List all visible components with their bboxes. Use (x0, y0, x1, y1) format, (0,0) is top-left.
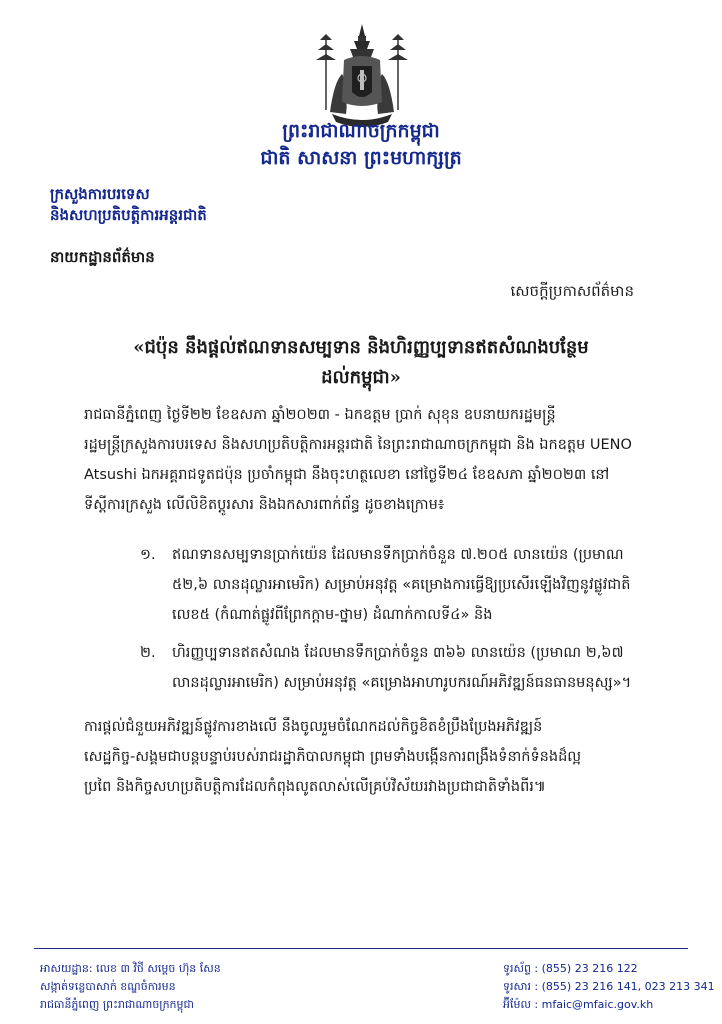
intro-line-1: រាជធានីភ្នំពេញ ថ្ងៃទី២២ ខែឧសភា ឆ្នាំ២០២៣ - ឯកឧត្តម ប្រាក់ សុខុន ឧបនាយករដ្ឋមន្ត្រី (84, 407, 556, 423)
list-item-1-line-1: ឥណទានសម្បទានប្រាក់យ៉េន ដែលមានទឹកប្រាក់ចំនួន ៧.២០៥ លានយ៉េន (ប្រមាណ (172, 547, 624, 563)
footer-address-line-1: អាសយដ្ឋាន: លេខ ៣ វិថី សម្តេច ហ៊ុន សែន (40, 962, 221, 975)
press-release-title-line2: ដល់កម្ពុជា» (321, 367, 401, 388)
intro-line-4: ទីស្តីការក្រសួង លើលិខិតប្តូរសារ និងឯកសារពាក់ព័ន្ធ ដូចខាងក្រោម៖ (84, 497, 445, 513)
press-release-title-line1: «ជប៉ុន នឹងផ្តល់ឥណទានសម្បទាន និងហិរញ្ញប្បទានឥតសំណងបន្ថែម (133, 337, 589, 358)
closing-line-1: ការផ្តល់ជំនួយអភិវឌ្ឍន៍ផ្លូវការខាងលើ នឹងចូលរួមចំណែកដល់កិច្ចខិតខំប្រឹងប្រែងអភិវឌ្ឍន៍ (84, 719, 543, 735)
kingdom-name: ព្រះរាជាណាចក្រកម្ពុជា (282, 120, 440, 142)
ministry-name-line2: និងសហប្រតិបត្តិការអន្តរជាតិ (50, 206, 207, 224)
document-type: សេចក្តីប្រកាសព័ត៌មាន (510, 282, 634, 300)
royal-emblem-icon (316, 22, 408, 130)
footer-address-line-3: រាជធានីភ្នំពេញ ព្រះរាជាណាចក្រកម្ពុជា (40, 998, 194, 1011)
list-item-2-line-2: លានដុល្លារអាមេរិក) សម្រាប់អនុវត្ត «គម្រោងអាហារូបករណ៍អភិវឌ្ឍន៍ធនធានមនុស្ស»។ (172, 675, 632, 691)
footer-phone: ទូរស័ព្ទ : (855) 23 216 122 (503, 962, 638, 975)
list-item-1-number: ១. (140, 547, 156, 563)
footer-address-line-2: សង្កាត់ទន្លេបាសាក់ ខណ្ឌចំការមន (40, 980, 176, 993)
ministry-name-line1: ក្រសួងការបរទេស (50, 185, 150, 203)
national-motto: ជាតិ សាសនា ព្រះមហាក្សត្រ (260, 147, 462, 169)
department-name: នាយកដ្ឋានព័ត៌មាន (50, 248, 155, 266)
closing-line-3: ប្រពៃ និងកិច្ចសហប្រតិបត្តិការដែលកំពុងលូតលាស់លើគ្រប់វិស័យរវាងប្រជាជាតិទាំងពីរ៕ (84, 779, 546, 795)
intro-line-3: Atsushi ឯកអគ្គរាជទូតជប៉ុន ប្រចាំកម្ពុជា នឹងចុះហត្ថលេខា នៅថ្ងៃទី២៤ ខែឧសភា ឆ្នាំ២០២៣ នៅ (84, 467, 610, 483)
list-item-2-number: ២. (140, 645, 156, 661)
intro-line-2: រដ្ឋមន្ត្រីក្រសួងការបរទេស និងសហប្រតិបត្តិការអន្តរជាតិ នៃព្រះរាជាណាចក្រកម្ពុជា និង ឯកឧត្តម UENO (84, 437, 632, 453)
footer-fax: ទូរសារ : (855) 23 216 141, 023 213 341 (503, 980, 715, 993)
list-item-1-line-3: លេខ៥ (កំណាត់ផ្លូវពីព្រែកក្តាម-ថ្នាម) ដំណាក់កាលទី៤» និង (172, 607, 493, 623)
closing-line-2: សេដ្ឋកិច្ច-សង្គមជាបន្តបន្ទាប់របស់រាជរដ្ឋាភិបាលកម្ពុជា ព្រមទាំងបង្កើនការពង្រឹងទំនាក់ទំនងដ៏ល្អ (84, 749, 582, 765)
footer-divider (34, 948, 688, 949)
footer-email: អ៊ីម៉ែល : mfaic@mfaic.gov.kh (503, 998, 654, 1011)
list-item-2-line-1: ហិរញ្ញប្បទានឥតសំណង ដែលមានទឹកប្រាក់ចំនួន ៣៦៦ លានយ៉េន (ប្រមាណ ២,៦៧ (172, 645, 624, 661)
list-item-1-line-2: ៥២,៦ លានដុល្លារអាមេរិក) សម្រាប់អនុវត្ត «គម្រោងការធ្វើឱ្យប្រសើរឡើងវិញនូវផ្លូវជាតិ (172, 577, 631, 593)
